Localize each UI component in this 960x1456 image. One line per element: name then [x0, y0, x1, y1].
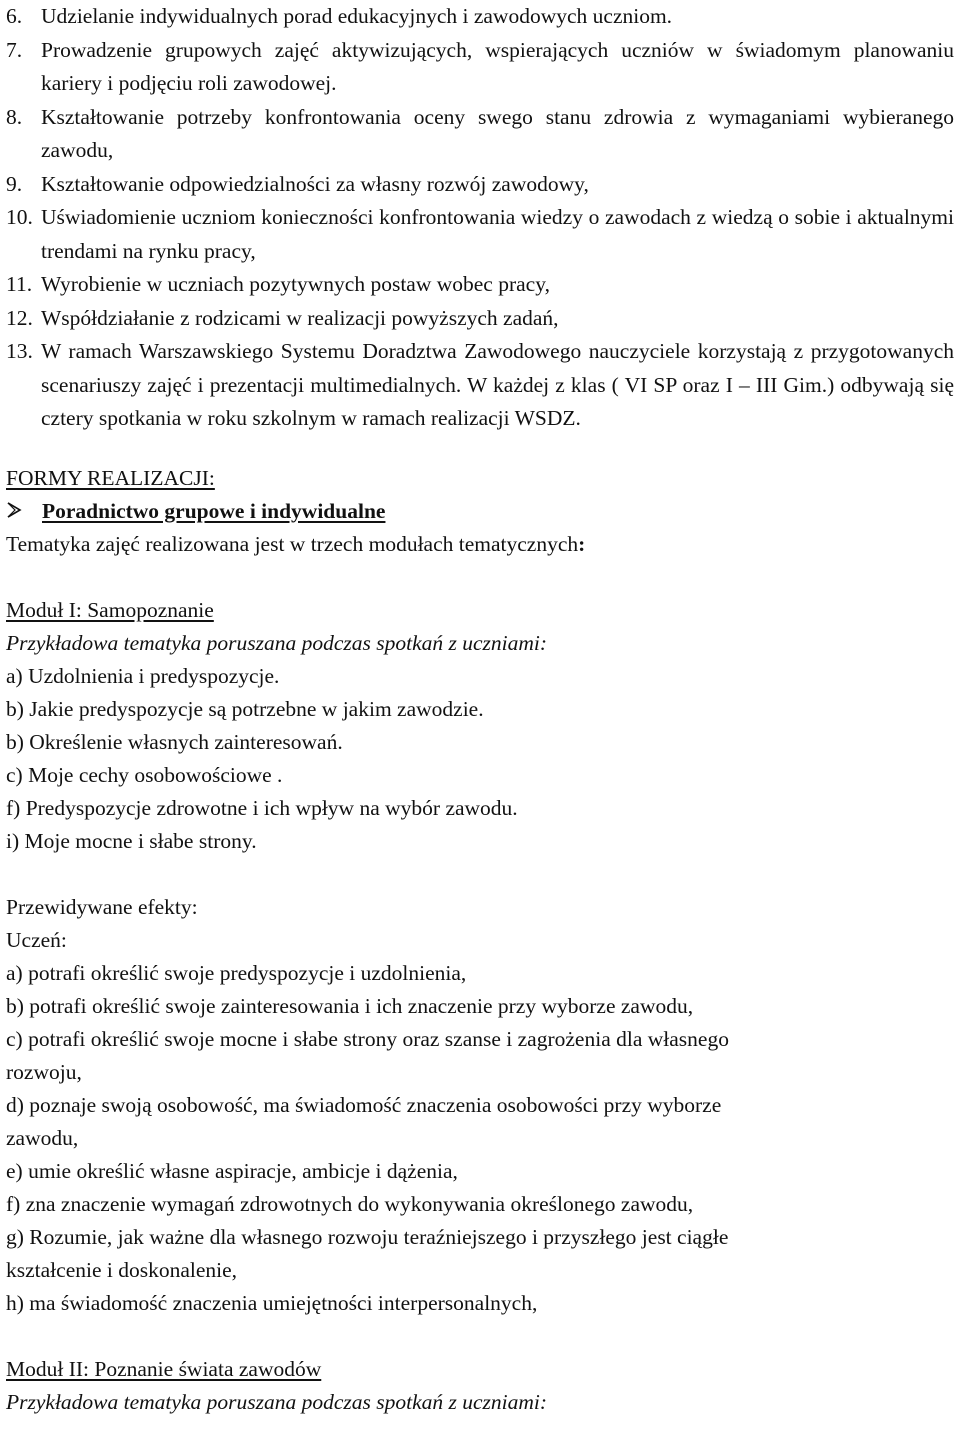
topic-item: a) Uzdolnienia i predyspozycje.	[6, 663, 280, 688]
list-item	[6, 268, 954, 302]
topic-item: i) Moje mocne i słabe strony.	[6, 828, 257, 853]
item-number: 10.	[6, 205, 33, 229]
list-item	[6, 201, 954, 268]
effect-item: b) potrafi określić swoje zainteresowania i ich znaczenie przy wyborze zawodu,	[6, 993, 694, 1018]
list-item	[6, 101, 954, 168]
intro-line	[6, 528, 954, 561]
module-title: Moduł I: Samopoznanie	[6, 597, 214, 622]
list-item	[6, 0, 954, 34]
bullet-text: Poradnictwo grupowe i indywidualne	[42, 498, 386, 523]
effect-item: c) potrafi określić swoje mocne i słabe strony oraz szanse i zagrożenia dla własnego	[6, 1026, 729, 1051]
effect-item-continuation: rozwoju,	[6, 1059, 82, 1084]
effect-item: f) zna znaczenie wymagań zdrowotnych do wykonywania określonego zawodu,	[6, 1191, 694, 1216]
item-number: 8.	[6, 104, 23, 129]
topic-item: b) Określenie własnych zainteresowań.	[6, 729, 343, 754]
intro-colon: :	[578, 531, 586, 556]
topic-list	[6, 660, 954, 858]
topic-item: b) Jakie predyspozycje są potrzebne w jakim zawodzie.	[6, 696, 484, 721]
effect-item: e) umie określić własne aspiracje, ambicje i dążenia,	[6, 1158, 458, 1183]
arrow-bullet-icon	[6, 495, 42, 528]
item-number: 13.	[6, 339, 33, 363]
item-number: 11.	[6, 272, 33, 296]
effect-item: g) Rozumie, jak ważne dla własnego rozwoju teraźniejszego i przyszłego jest ciągłe	[6, 1224, 729, 1249]
effect-item-continuation: zawodu,	[6, 1125, 79, 1150]
effect-item: a) potrafi określić swoje predyspozycje i uzdolnienia,	[6, 960, 467, 985]
section-heading: FORMY REALIZACJI:	[6, 465, 215, 490]
effect-item: h) ma świadomość znaczenia umiejętności interpersonalnych,	[6, 1290, 538, 1315]
item-text: W ramach Warszawskiego Systemu Doradztwa Zawodowego nauczyciele korzystają z przygotowanych scenariuszy zajęć i prezentacji multimedialnych. W każdej z klas ( VI SP oraz I – III Gim.) odbywają się cztery spotkania w roku szkolnym w ramach realizacji WSDZ.	[41, 339, 954, 430]
list-item	[6, 302, 954, 336]
student-label: Uczeń:	[6, 927, 67, 952]
effect-item-continuation: kształcenie i doskonalenie,	[6, 1257, 238, 1282]
item-text: Udzielanie indywidualnych porad edukacyjnych i zawodowych uczniom.	[41, 4, 673, 28]
item-number: 12.	[6, 305, 33, 330]
item-text: Uświadomienie uczniom konieczności konfrontowania wiedzy o zawodach z wiedzą o sobie i aktualnymi trendami na rynku pracy,	[41, 205, 954, 263]
item-text: Współdziałanie z rodzicami w realizacji powyższych zadań,	[41, 305, 559, 330]
item-text: Prowadzenie grupowych zajęć aktywizujących, wspierających uczniów w świadomym planowaniu kariery i podjęciu roli zawodowej.	[41, 37, 954, 95]
topic-item: f) Predyspozycje zdrowotne i ich wpływ na wybór zawodu.	[6, 795, 518, 820]
list-item	[6, 335, 954, 436]
module-title: Moduł II: Poznanie świata zawodów	[6, 1356, 322, 1381]
list-item	[6, 34, 954, 101]
effects-label: Przewidywane efekty:	[6, 894, 198, 919]
bullet-item	[6, 495, 954, 528]
effect-item: d) poznaje swoją osobowość, ma świadomość znaczenia osobowości przy wyborze	[6, 1092, 722, 1117]
topic-item: c) Moje cechy osobowościowe .	[6, 762, 283, 787]
list-item	[6, 168, 954, 202]
item-text: Kształtowanie odpowiedzialności za własny rozwój zawodowy,	[41, 171, 589, 196]
item-text: Kształtowanie potrzeby konfrontowania oceny swego stanu zdrowia z wymaganiami wybieranego zawodu,	[41, 104, 954, 162]
item-text: Wyrobienie w uczniach pozytywnych postaw wobec pracy,	[41, 272, 550, 296]
document-page	[6, 0, 954, 1419]
item-number: 6.	[6, 4, 23, 28]
example-topics-label: Przykładowa tematyka poruszana podczas spotkań z uczniami:	[6, 630, 548, 655]
intro-text: Tematyka zajęć realizowana jest w trzech modułach tematycznych	[6, 531, 579, 556]
objectives-list	[6, 0, 954, 436]
item-number: 7.	[6, 37, 23, 62]
item-number: 9.	[6, 171, 23, 196]
example-topics-label: Przykładowa tematyka poruszana podczas spotkań z uczniami:	[6, 1389, 548, 1414]
effects-list	[6, 957, 954, 1320]
